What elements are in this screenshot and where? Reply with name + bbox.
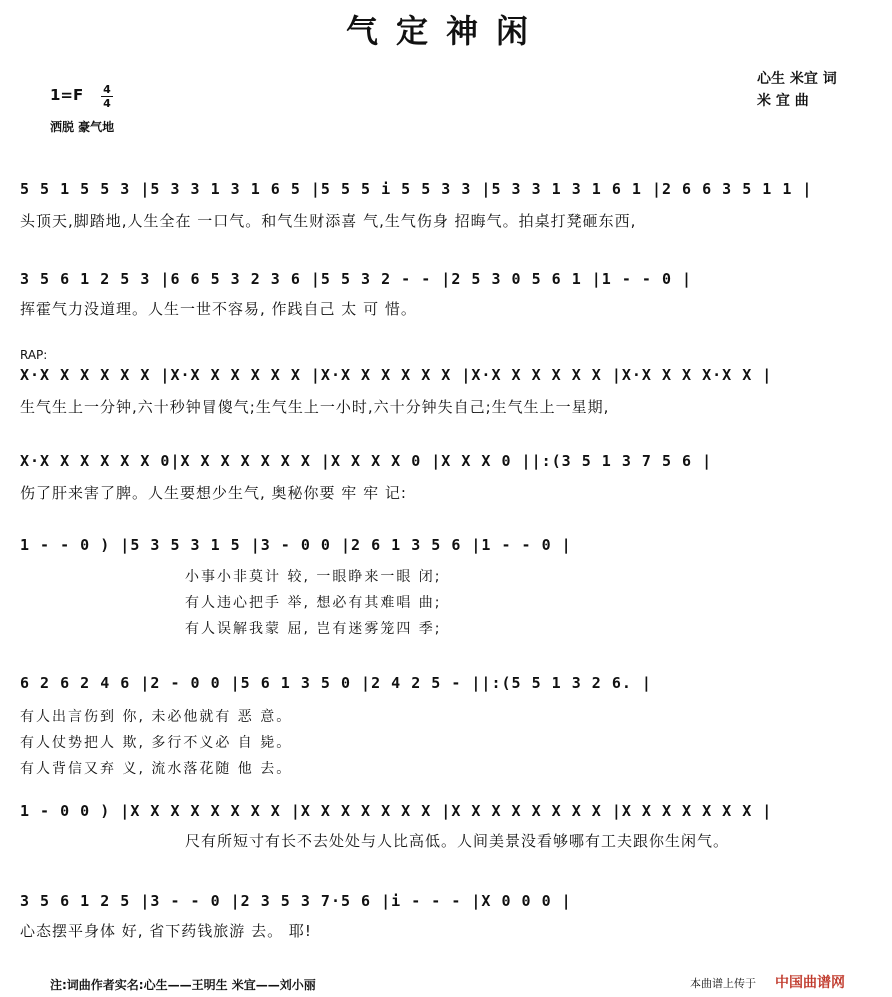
tempo-mark: 洒脱 豪气地 bbox=[50, 120, 115, 134]
lyric-row-6-verse-2: 有人仗势把人 欺, 多行不义必 自 毙。 bbox=[20, 735, 293, 751]
lyric-row-3: 生气生上一分钟,六十秒钟冒傻气;生气生上一小时,六十分钟失自己;生气生上一星期, bbox=[20, 398, 610, 416]
time-signature-top: 4 bbox=[103, 83, 111, 96]
notation-row-6: 6 2 6 2 4 6 |2 - 0 0 |5 6 1 3 5 0 |2 4 2 5 - ||:(5 5 1 3 2 6. | bbox=[20, 674, 652, 692]
notation-row-4: X·X X X X X X 0|X X X X X X X |X X X X 0 |X X X 0 ||:(3 5 1 3 7 5 6 | bbox=[20, 452, 713, 470]
lyric-row-5-verse-2: 有人违心把手 举, 想必有其难唱 曲; bbox=[185, 595, 442, 611]
footer-note: 注:词曲作者实名:心生——王明生 米宜——刘小丽 bbox=[50, 978, 316, 992]
upload-note: 本曲谱上传于 bbox=[690, 977, 756, 990]
song-title: 气定神闲 bbox=[345, 12, 546, 50]
lyric-row-2: 挥霍气力没道理。人生一世不容易, 作践自己 太 可 惜。 bbox=[20, 300, 417, 318]
lyric-row-4: 伤了肝来害了脾。人生要想少生气, 奥秘你要 牢 牢 记: bbox=[20, 484, 407, 502]
lyric-row-5-verse-1: 小事小非莫计 较, 一眼睁来一眼 闭; bbox=[185, 569, 442, 585]
rap-mark: RAP: bbox=[20, 348, 48, 362]
lyricist-credit: 心生 米宜 词 bbox=[757, 71, 837, 87]
time-signature-bottom: 4 bbox=[103, 97, 111, 110]
lyric-row-1: 头顶天,脚踏地,人生全在 一口气。和气生财添喜 气,生气伤身 招晦气。拍桌打凳砸东西, bbox=[20, 212, 637, 230]
notation-row-3: X·X X X X X X |X·X X X X X X |X·X X X X X X |X·X X X X X X |X·X X X X·X X | bbox=[20, 366, 773, 384]
lyric-row-5-verse-3: 有人误解我蒙 屈, 岂有迷雾笼四 季; bbox=[185, 621, 442, 637]
notation-row-2: 3 5 6 1 2 5 3 |6 6 5 3 2 3 6 |5 5 3 2 - - |2 5 3 0 5 6 1 |1 - - 0 | bbox=[20, 270, 693, 288]
notation-row-1: 5 5 1 5 5 3 |5 3 3 1 3 1 6 5 |5 5 5 i 5 5 3 3 |5 3 3 1 3 1 6 1 |2 6 6 3 5 1 1 | bbox=[20, 180, 813, 198]
lyric-row-8: 心态摆平身体 好, 省下药钱旅游 去。 耶! bbox=[20, 922, 312, 940]
composer-credit: 米 宜 曲 bbox=[757, 93, 809, 109]
lyric-row-6-verse-3: 有人背信又弃 义, 流水落花随 他 去。 bbox=[20, 761, 293, 777]
lyric-row-6-verse-1: 有人出言伤到 你, 未必他就有 恶 意。 bbox=[20, 709, 293, 725]
lyric-row-7: 尺有所短寸有长不去处处与人比高低。人间美景没看够哪有工夫跟你生闲气。 bbox=[185, 832, 730, 850]
notation-row-7: 1 - 0 0 ) |X X X X X X X X |X X X X X X X |X X X X X X X X |X X X X X X X | bbox=[20, 802, 773, 820]
site-logo: 中国曲谱网 bbox=[775, 975, 845, 991]
notation-row-5: 1 - - 0 ) |5 3 5 3 1 5 |3 - 0 0 |2 6 1 3 5 6 |1 - - 0 | bbox=[20, 536, 572, 554]
key-signature: 1=F bbox=[50, 86, 84, 104]
notation-row-8: 3 5 6 1 2 5 |3 - - 0 |2 3 5 3 7·5 6 |i - - - |X 0 0 0 | bbox=[20, 892, 572, 910]
